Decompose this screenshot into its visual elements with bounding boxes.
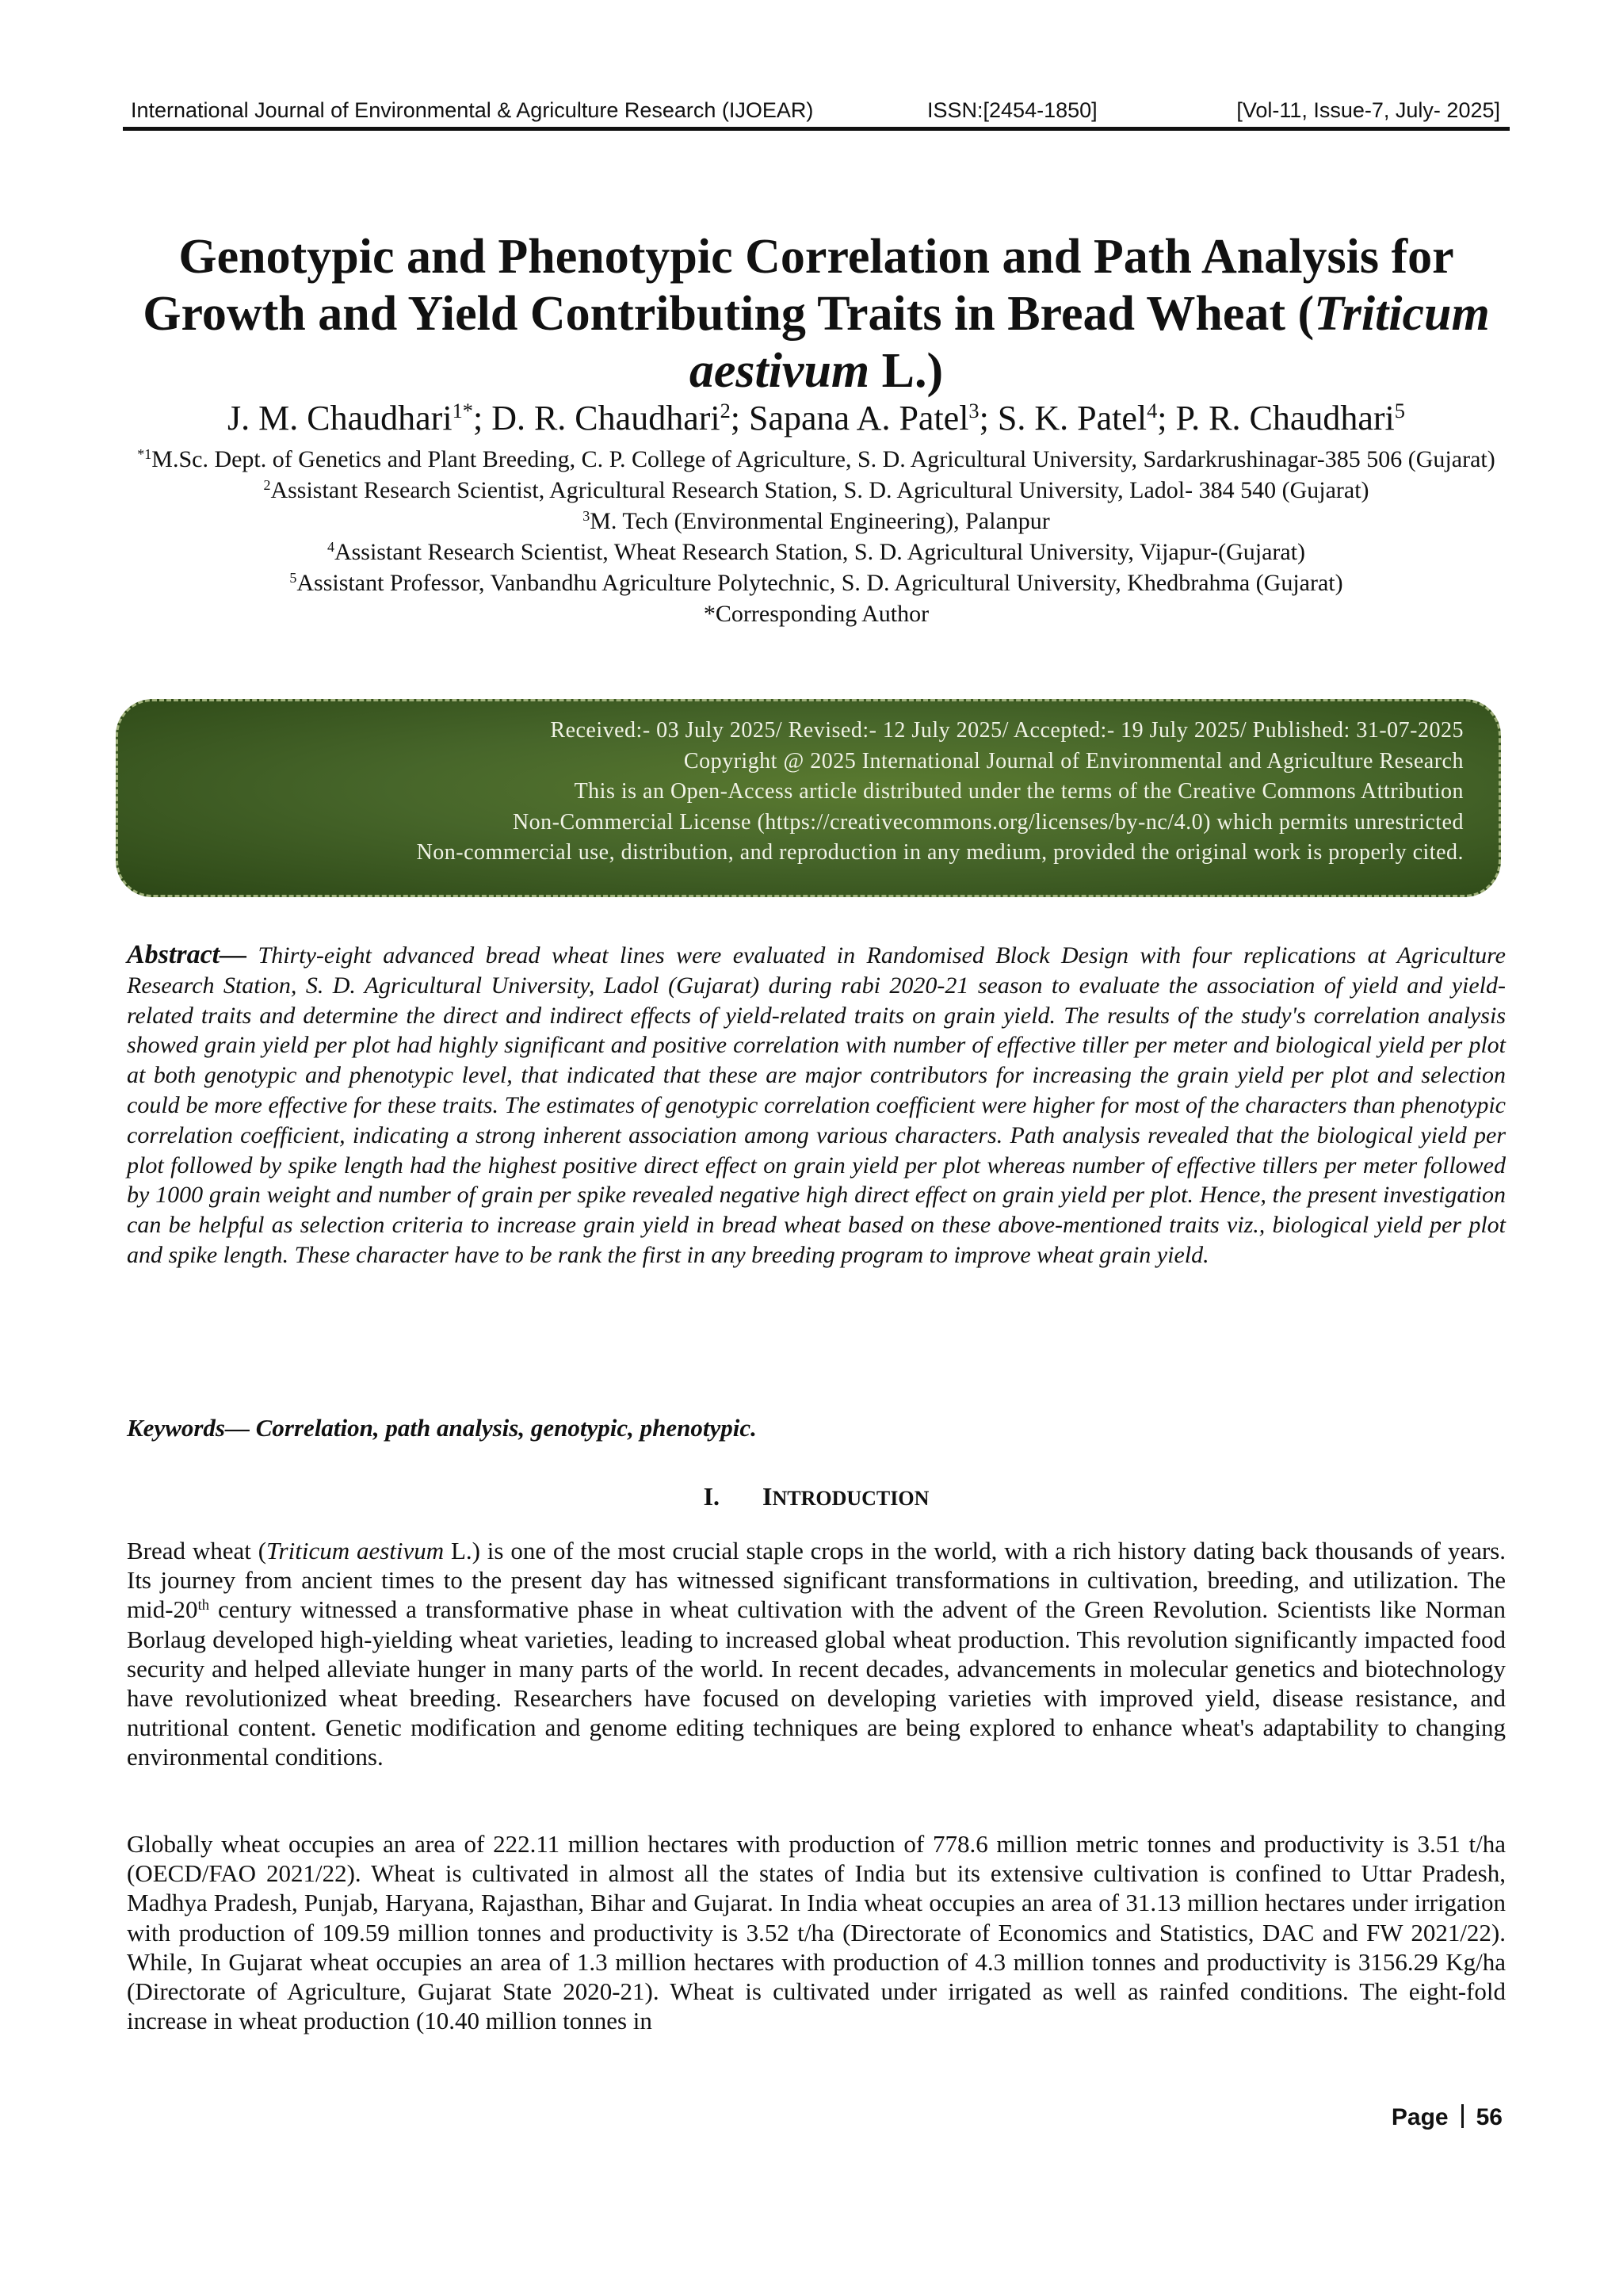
abstract: [127, 940, 1506, 1270]
section-heading: I. INTRODUCTION: [703, 1482, 930, 1511]
copyright-line: Copyright @ 2025 International Journal of Environmental and Agriculture Research: [683, 748, 1464, 774]
intro-paragraph-1: Bread wheat (Triticum aestivum L.) is one of the most crucial staple crops in the world, with a rich history dating back thousands of years. Its journey from ancient times to the present day has witnessed significant transformations in cultivation, breeding, and utilization. The mid-20th century witnessed a transformative phase in wheat cultivation with the advent of the Green Revolution. Scientists like Norman Borlaug developed high-yielding wheat varieties, leading to increased global wheat production. This revolution significantly impacted food security and helped alleviate hunger in many parts of the world. In recent decades, advancements in molecular genetics and biotechnology have revolutionized wheat breeding. Researchers have focused on developing varieties with improved yield, disease resistance, and nutritional content. Genetic modification and genome editing techniques are being explored to enhance wheat's adaptability to changing environmental conditions.: [127, 1537, 1506, 1771]
keywords: Keywords— Correlation, path analysis, genotypic, phenotypic.: [127, 1414, 757, 1442]
issn: ISSN:[2454-1850]: [927, 98, 1098, 122]
footer-divider: [1461, 2104, 1464, 2128]
license-line: Non-commercial use, distribution, and reproduction in any medium, provided the original work is properly cited.: [416, 840, 1464, 865]
page-footer: [1392, 2104, 1503, 2131]
affiliation: $^3$M. Tech (Environmental Engineering), Palanpur: [582, 508, 1050, 534]
affiliation: $^2$Assistant Research Scientist, Agricultural Research Station, S. D. Agricultural University, Ladol- 384 540 (Gujarat): [263, 477, 1369, 503]
license-line: This is an Open-Access article distributed under the terms of the Creative Commons Attribution: [574, 779, 1464, 804]
affiliation: $^5$Assistant Professor, Vanbandhu Agriculture Polytechnic, S. D. Agricultural University, Khedbrahma (Gujarat): [289, 570, 1343, 596]
volume-issue: [Vol-11, Issue-7, July- 2025]: [1236, 98, 1500, 122]
author: S. K. Patel$^4$;: [997, 399, 1176, 437]
page-number: 56: [1476, 2104, 1503, 2130]
license-line: Non-Commercial License (https://creativecommons.org/licenses/by-nc/4.0) which permits unrestricted: [512, 809, 1464, 835]
affiliation: $^4$Assistant Research Scientist, Wheat Research Station, S. D. Agricultural University, Vijapur-(Gujarat): [327, 539, 1306, 565]
publication-dates: Received:- 03 July 2025/ Revised:- 12 July 2025/ Accepted:- 19 July 2025/ Published: 31-07-2025: [550, 718, 1464, 743]
author: D. R. Chaudhari$^2$;: [491, 399, 750, 437]
author: P. R. Chaudhari$^5$: [1175, 399, 1405, 437]
title-species: Triticum aestivum: [689, 287, 1490, 398]
journal-name: International Journal of Environmental & Agriculture Research (IJOEAR): [131, 98, 814, 122]
author-list: [95, 398, 1537, 439]
corresponding-author: *Corresponding Author: [703, 601, 930, 627]
abstract-text: Thirty-eight advanced bread wheat lines were evaluated in Randomised Block Design with four replications at Agriculture Research Station, S. D. Agricultural University, Ladol (Gujarat) during rabi 2020-21 season to evaluate the association of yield and yield-related traits and determine the direct and indirect effects of yield-related traits on grain yield. The results of the study's correlation analysis showed grain yield per plot had highly significant and positive correlation with number of effective tiller per meter and biological yield per plot at both genotypic and phenotypic level, that indicated that these are major contributors for increasing the grain yield per plot and selection could be more effective for these traits. The estimates of genotypic correlation coefficient were higher for most of the characters than phenotypic correlation coefficient, indicating a strong inherent association among various characters. Path analysis revealed that the biological yield per plot followed by spike length had the highest positive direct effect on grain yield per plot whereas number of effective tillers per meter followed by 1000 grain weight and number of grain per spike revealed negative high direct effect on grain yield per plot. Hence, the present investigation can be helpful as selection criteria to increase grain yield in bread wheat based on these above-mentioned traits viz., biological yield per plot and spike length. These character have to be rank the first in any breeding program to improve wheat grain yield.: [127, 942, 1506, 1268]
header-rule: [123, 127, 1510, 131]
intro-paragraph-2: Globally wheat occupies an area of 222.11 million hectares with production of 778.6 million metric tonnes and productivity is 3.51 t/ha (OECD/FAO 2021/22). Wheat is cultivated in almost all the states of India but its extensive cultivation is confined to Uttar Pradesh, Madhya Pradesh, Punjab, Haryana, Rajasthan, Bihar and Gujarat. In India wheat occupies an area of 31.13 million hectares under irrigation with production of 109.59 million tonnes and productivity is 3.52 t/ha (Directorate of Economics and Statistics, DAC and FW 2021/22). While, In Gujarat wheat occupies an area of 1.3 million hectares with production of 4.3 million tonnes and productivity is 3156.29 Kg/ha (Directorate of Agriculture, Gujarat State 2020-21). Wheat is cultivated under irrigated as well as rainfed conditions. The eight-fold increase in wheat production (10.40 million tonnes in: [127, 1830, 1506, 2035]
affiliations: [95, 444, 1537, 629]
author: Sapana A. Patel$^3$;: [749, 399, 998, 437]
page-label: Page: [1391, 2104, 1449, 2130]
abstract-label: Abstract—: [127, 940, 247, 969]
article-info-banner: [116, 699, 1501, 897]
section-number: I.: [703, 1482, 720, 1511]
author: J. M. Chaudhari$^{1*}$;: [227, 399, 492, 437]
paper-title: Genotypic and Phenotypic Correlation and Path Analysis for Growth and Yield Contributing Traits in Bread Wheat (Triticum aestivum L.): [143, 230, 1490, 398]
affiliation: $^{*1}$M.Sc. Dept. of Genetics and Plant Breeding, C. P. College of Agriculture, S. D. Agricultural University, Sardarkrushinagar-385 506 (Gujarat): [137, 446, 1495, 472]
